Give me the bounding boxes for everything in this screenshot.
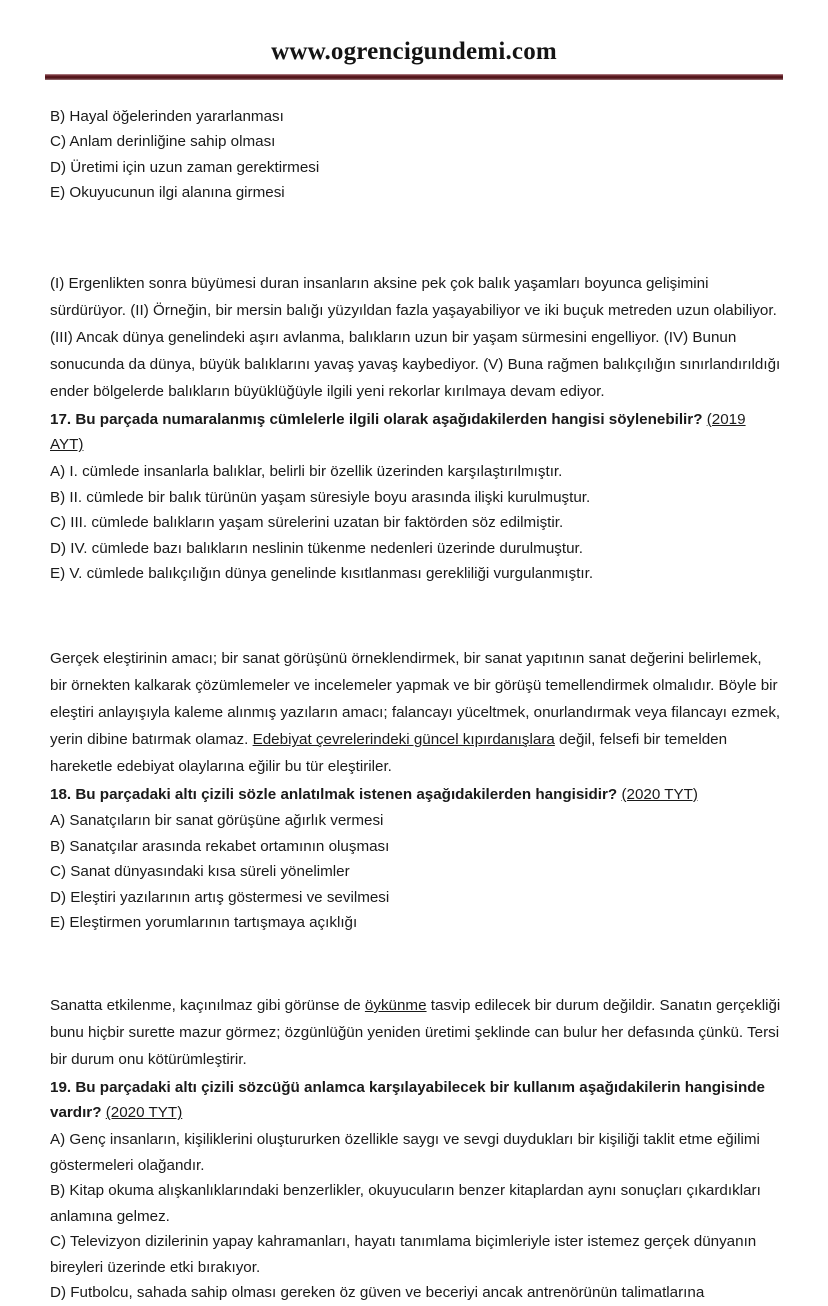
passage-text [50, 992, 782, 1074]
options-list [50, 808, 782, 936]
page-header [0, 0, 828, 80]
passage-part-1: Gerçek eleştirinin amacı; bir sanat görüşünü örneklendirmek, bir sanat yapıtının sanat değerini belirlemek, bir örnekten kalkarak çözümlemeler ve incelemeler yapmak ve bir görüşü temellendirmek olmalıdır. Böyle bir eleştiri anlayışıyla kaleme alınmış yazıların amacı; falancayı yüceltmek, onurlandırmak veya filancayı ezmek, yerin dibine batırmak olamaz. [50, 649, 781, 749]
list-item: A) I. cümlede insanlarla balıklar, belirli bir özellik üzerinden karşılaştırılmıştır. [50, 463, 563, 481]
orphan-options-list [50, 104, 782, 206]
list-item: D) Üretimi için uzun zaman gerektirmesi [50, 158, 320, 176]
question-stem [50, 407, 782, 459]
list-item: C) Anlam derinliğine sahip olması [50, 133, 276, 150]
question-stem-text: 19. Bu parçadaki altı çizili sözcüğü anlamca karşılayabilecek bir kullanım aşağıdakilerin hangisinde vardır? [50, 1078, 765, 1122]
site-title: www.ogrencigundemi.com [271, 38, 557, 65]
list-item: A) Sanatçıların bir sanat görüşüne ağırlık vermesi [50, 812, 384, 830]
passage-text: (I) Ergenlikten sonra büyümesi duran insanların aksine pek çok balık yaşamları boyunca gelişimini sürdürüyor. (II) Örneğin, bir mersin balığı yüzyıldan fazla yaşayabiliyor ve iki buçuk metreden uzun olabiliyor. (III) Ancak dünya genelindeki aşırı avlanma, balıkların uzun bir yaşam sürmesini engelliyor. (IV) Bunun sonucunda da dünya, büyük balıklarını yavaş yavaş kaybediyor. (V) Buna rağmen balıkçılığın sınırlandırıldığı ender bölgelerde balıkların büyüklüğüyle ilgili yeni rekorlar kırılmaya devam ediyor. [50, 274, 781, 401]
list-item: E) Okuyucunun ilgi alanına girmesi [50, 184, 285, 201]
passage-part-2: değil, felsefi bir temelden hareketle edebiyat olaylarına eğilir bu tür eleştiriler. [50, 731, 728, 776]
document-body [0, 104, 828, 1306]
list-item: B) Sanatçılar arasında rekabet ortamının oluşması [50, 837, 390, 855]
question-stem-text: 18. Bu parçadaki altı çizili sözle anlatılmak istenen aşağıdakilerden hangisidir? [50, 785, 618, 803]
list-item: C) III. cümlede balıkların yaşam sürelerini uzatan bir faktörden söz edilmiştir. [50, 514, 564, 532]
question-stem-text: 17. Bu parçada numaralanmış cümlelerle ilgili olarak aşağıdakilerden hangisi söylenebilir? [50, 410, 703, 428]
question-stem [50, 1075, 782, 1127]
list-item: C) Televizyon dizilerinin yapay kahramanları, hayatı tanımlama biçimleriyle ister istemez gerçek dünyanın bireyleri üzerinde etki bırakıyor. [50, 1233, 757, 1276]
question-source: (2020 TYT) [105, 1104, 183, 1122]
list-item: E) V. cümlede balıkçılığın dünya genelinde kısıtlanması gerekliliği vurgulanmıştır. [50, 565, 594, 583]
question-block-19 [50, 992, 782, 1306]
list-item: B) Hayal öğelerinden yararlanması [50, 107, 284, 125]
passage-text [50, 645, 782, 781]
options-list [50, 459, 782, 587]
list-item: C) Sanat dünyasındaki kısa süreli yönelimler [50, 863, 350, 881]
passage-underlined-phrase: öykünme [364, 996, 427, 1014]
question-source: (2019 AYT) [50, 410, 746, 454]
question-block-18 [50, 645, 782, 936]
passage-part-2: tasvip edilecek bir durum değildir. Sanatın gerçekliği bunu hiçbir surette mazur görmez; özgünlüğün yeniden üretimi şeklinde can bulur her defasında çünkü. Tersi bir durum onu kötürümleştirir. [50, 996, 781, 1069]
options-list [50, 1127, 782, 1306]
passage-part-1: Sanatta etkilenme, kaçınılmaz gibi görünse de [50, 996, 365, 1014]
list-item: B) Kitap okuma alışkanlıklarındaki benzerlikler, okuyucuların benzer kitaplardan aynı sonuçları çıkardıkları anlamına gelmez. [50, 1182, 761, 1225]
question-stem [50, 782, 782, 808]
list-item: D) Futbolcu, sahada sahip olması gereken öz güven ve beceriyi ancak antrenörünün talimatlarına [50, 1284, 705, 1302]
passage-underlined-phrase: Edebiyat çevrelerindeki güncel kıpırdanışlara [252, 731, 555, 749]
header-divider [45, 74, 783, 80]
list-item: E) Eleştirmen yorumlarının tartışmaya açıklığı [50, 914, 358, 932]
list-item: D) Eleştiri yazılarının artış göstermesi ve sevilmesi [50, 888, 390, 906]
list-item: B) II. cümlede bir balık türünün yaşam süresiyle boyu arasında ilişki kurulmuştur. [50, 488, 591, 506]
list-item: A) Genç insanların, kişiliklerini oluştururken özellikle saygı ve sevgi duydukları bir kişiliği taklit etme eğilimi göstermeleri olağandır. [50, 1131, 760, 1174]
question-source: (2020 TYT) [621, 785, 698, 803]
question-block-17 [50, 270, 782, 587]
list-item: D) IV. cümlede bazı balıkların neslinin tükenme nedenleri üzerinde durulmuştur. [50, 539, 583, 557]
